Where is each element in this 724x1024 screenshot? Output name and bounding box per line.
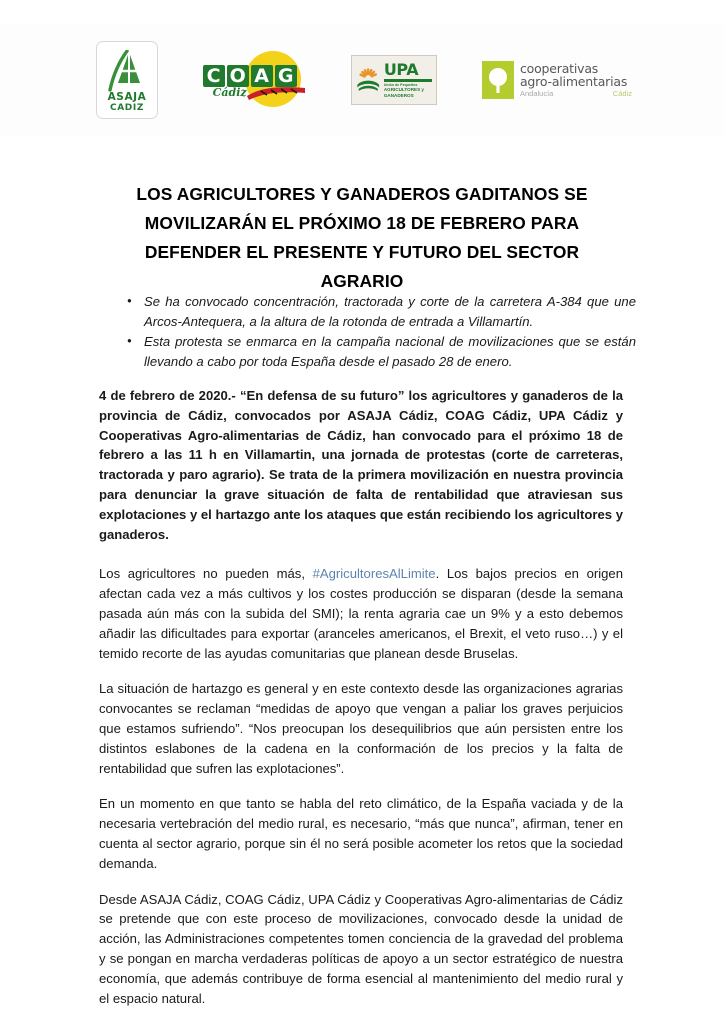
body-column xyxy=(99,386,623,1024)
upa-wordmark: UPA xyxy=(383,59,419,79)
asaja-tree-icon xyxy=(105,50,149,92)
asaja-wordmark xyxy=(108,92,147,113)
coag-letter-o: O xyxy=(227,65,249,87)
asaja-name: ASAJA xyxy=(107,91,147,104)
asaja-cadiz-logo xyxy=(96,41,158,119)
coag-brushstroke-icon xyxy=(247,85,305,101)
paragraph-hashtag xyxy=(99,564,623,663)
upa-divider xyxy=(384,79,433,82)
upa-textblock xyxy=(383,59,433,99)
paragraph-three: La situación de hartazgo es general y en este contexto desde las organizaciones agrarias convocantes se reclaman “medidas de apoyo que vengan a paliar los graves perjuicios que estamos sufriendo”. “Nos preocupan los desequilibrios que aún persisten entre los distintos eslabones de la cadena en la conformación de los precios y la falta de rentabilidad que sufren las explotaciones”. xyxy=(99,681,623,776)
hashtag-link[interactable]: #AgricultoresAlLimite xyxy=(312,566,436,582)
coag-cadiz-logo xyxy=(203,49,307,111)
paragraph-five: Desde ASAJA Cádiz, COAG Cádiz, UPA Cádiz y Cooperativas Agro-alimentarias de Cádiz se pretende que con este proceso de movilizaciones, convocado desde la unidad de acción, las Administraciones competentes tomen conciencia de la gravedad del problema y se pongan en marcha verdaderas políticas de apoyo a un sector estratégico de nuestra economía, que además contribuye de forma esencial al mantenimiento del medio rural y el espacio natural. xyxy=(99,891,623,1006)
list-item: ● Se ha convocado concentración, tractorada y corte de la carretera A-384 que une Arcos-Antequera, a la altura de la rotonda de entrada a Villamartín. xyxy=(144,292,636,331)
coop-tree-glyph xyxy=(483,65,513,95)
logo-row xyxy=(96,24,632,136)
upa-subtitle-line1: Unión de Pequeños xyxy=(383,82,418,87)
logo-band xyxy=(0,24,724,136)
highlights-list xyxy=(126,292,636,372)
coag-letter-a: A xyxy=(251,65,273,87)
coag-letter-c: C xyxy=(203,65,225,87)
coop-tree-icon xyxy=(482,61,514,99)
cooperativas-agroalimentarias-logo xyxy=(482,59,632,101)
coop-subline xyxy=(520,90,632,98)
coop-textblock xyxy=(520,62,632,98)
upa-logo xyxy=(351,55,437,105)
asaja-province: CADIZ xyxy=(110,102,144,113)
list-item: ● Esta protesta se enmarca en la campaña nacional de movilizaciones que se están llevando a cabo por toda España desde el pasado 28 de enero. xyxy=(144,332,636,371)
coag-wordmark xyxy=(203,65,297,87)
paragraph-text-after-hashtag: . Los bajos precios en origen afectan cada vez a más cultivos y los costes producción se disparan (desde la semana pasada aún más con la subida del SMI); la renta agraria cae un 9% y a esto debemos añadir las dificultades para exportar (aranceles americanos, el Brexit, el veto ruso…) y el temido recorte de las ayudas comunitarias que planean desde Bruselas. xyxy=(99,566,623,661)
paragraph-four: En un momento en que tanto se habla del reto climático, de la España vaciada y de la necesaria vertebración del medio rural, es necesario, “más que nunca”, afirman, tener en cuenta al sector agrario, porque sin él no será posible acometer los retos que la sociedad demanda. xyxy=(99,796,623,871)
coop-province: Cádiz xyxy=(612,89,632,99)
paragraph-text-before-hashtag: Los agricultores no pueden más, xyxy=(99,566,313,582)
upa-subtitle-line2: AGRICULTORES y GANADEROS xyxy=(383,87,424,98)
coop-region: Andalucía xyxy=(519,89,554,99)
lead-paragraph: 4 de febrero de 2020.- “En defensa de su futuro” los agricultores y ganaderos de la provincia de Cádiz, convocados por ASAJA Cádiz, COAG Cádiz, UPA Cádiz y Cooperativas Agro-alimentarias de Cádiz, han convocado para el próximo 18 de febrero a las 11 h en Villamartin, una jornada de protestas (corte de carreteras, tractorada y paro agrario). Se trata de la primera movilización en nuestra provincia para denunciar la grave situación de falta de rentabilidad que atraviesan sus explotaciones y el hartazgo ante los ataques que están recibiendo los agricultores y ganaderos. xyxy=(99,388,623,542)
page-title: LOS AGRICULTORES Y GANADEROS GADITANOS SE MOVILIZARÁN EL PRÓXIMO 18 DE FEBRERO PARA DEFENDER EL PRESENTE Y FUTURO DEL SECTOR AGRARIO xyxy=(136,183,588,291)
coop-line1: cooperativas xyxy=(519,61,599,77)
coag-province: Cádiz xyxy=(212,86,247,99)
coop-line2: agro-alimentarias xyxy=(519,74,628,90)
coag-letter-g: G xyxy=(275,65,297,87)
upa-sunrise-icon xyxy=(356,61,381,99)
